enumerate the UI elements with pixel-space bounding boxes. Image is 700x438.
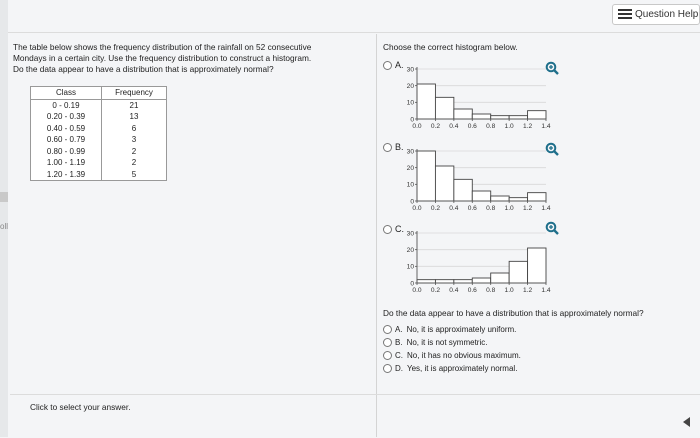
table-row <box>31 111 167 123</box>
frequency-table <box>30 86 167 181</box>
histogram-bar <box>509 261 527 283</box>
option-letter: A. <box>395 325 403 334</box>
x-tick-label: 0.0 <box>412 205 422 212</box>
radio-circle[interactable] <box>383 325 392 334</box>
question-prompt <box>13 42 373 75</box>
answer-option-c[interactable] <box>383 351 521 360</box>
histogram-prompt: Choose the correct histogram below. <box>383 42 518 52</box>
magnify-icon[interactable] <box>545 61 559 75</box>
radio-circle[interactable] <box>383 143 392 152</box>
y-tick-label: 10 <box>406 181 414 189</box>
cell-frequency: 5 <box>102 169 167 181</box>
x-tick-label: 0.2 <box>430 123 441 130</box>
magnify-icon[interactable] <box>545 221 559 235</box>
left-edge-strip <box>0 0 8 437</box>
histogram-bar <box>528 248 546 283</box>
x-tick-label: 0.6 <box>467 287 477 294</box>
cell-frequency: 2 <box>102 157 167 169</box>
histogram-a <box>396 63 556 139</box>
cell-class: 0 - 0.19 <box>52 100 80 110</box>
header-divider <box>8 32 700 33</box>
histogram-bar <box>454 179 472 201</box>
option-letter: C. <box>395 351 403 360</box>
cell-frequency: 21 <box>102 99 167 111</box>
radio-circle[interactable] <box>383 61 392 70</box>
x-tick-label: 0.4 <box>449 287 459 294</box>
option-letter: D. <box>395 364 403 373</box>
histogram-b <box>396 145 556 221</box>
histogram-bar <box>435 97 453 119</box>
answer-option-a[interactable] <box>383 325 516 334</box>
y-tick-label: 0 <box>410 116 414 124</box>
question-help-button[interactable] <box>612 4 700 25</box>
prompt-line: The table below shows the frequency distribution of the rainfall on 52 consecutive <box>13 42 312 52</box>
list-icon <box>618 9 632 20</box>
x-tick-label: 0.0 <box>412 123 422 130</box>
table-row <box>31 123 167 135</box>
y-tick-label: 0 <box>410 198 414 206</box>
histogram-bar <box>491 273 509 283</box>
x-tick-label: 1.2 <box>522 123 533 130</box>
y-tick-label: 30 <box>406 230 414 238</box>
histogram-bar <box>417 280 435 283</box>
prompt-line: Mondays in a certain city. Use the frequency distribution to construct a histogram. <box>13 53 312 63</box>
option-letter: B. <box>395 142 404 152</box>
option-text: No, it has no obvious maximum. <box>407 351 521 360</box>
x-tick-label: 0.8 <box>486 123 496 130</box>
x-tick-label: 1.4 <box>541 205 551 212</box>
answer-option-d[interactable] <box>383 364 517 373</box>
option-letter: C. <box>395 224 404 234</box>
histogram-bar <box>472 278 490 283</box>
radio-circle[interactable] <box>383 364 392 373</box>
table-row <box>31 99 167 111</box>
cell-frequency: 3 <box>102 134 167 146</box>
left-edge-mark <box>0 192 8 202</box>
footer-area <box>10 394 700 438</box>
radio-circle[interactable] <box>383 351 392 360</box>
option-text: Yes, it is approximately normal. <box>407 364 518 373</box>
table-row <box>31 169 167 181</box>
x-tick-label: 1.4 <box>541 123 551 130</box>
table-row <box>31 146 167 158</box>
pane-divider <box>376 34 377 437</box>
histogram-c <box>396 227 556 303</box>
x-tick-label: 1.2 <box>522 287 533 294</box>
histogram-bar <box>528 193 546 201</box>
histogram-bar <box>417 151 435 201</box>
cell-class: 0.20 - 0.39 <box>46 112 86 122</box>
prompt-line: Do the data appear to have a distribution that is approximately normal? <box>13 64 274 74</box>
table-header-row <box>31 87 167 100</box>
x-tick-label: 1.2 <box>522 205 533 212</box>
histogram-bar <box>454 280 472 283</box>
side-text-fragment: oll <box>0 222 9 231</box>
answer-option-b[interactable] <box>383 338 487 347</box>
y-tick-label: 30 <box>406 66 414 74</box>
radio-circle[interactable] <box>383 225 392 234</box>
histogram-bar <box>509 198 527 201</box>
x-tick-label: 1.0 <box>504 287 514 294</box>
x-tick-label: 0.4 <box>449 205 459 212</box>
question-help-label: Question Help <box>635 9 699 20</box>
x-tick-label: 1.0 <box>504 205 514 212</box>
x-tick-label: 0.0 <box>412 287 422 294</box>
histogram-bar <box>435 280 453 283</box>
x-tick-label: 0.8 <box>486 205 496 212</box>
header-frequency: Frequency <box>102 87 167 100</box>
option-text: No, it is not symmetric. <box>406 338 488 347</box>
x-tick-label: 1.4 <box>541 287 551 294</box>
option-text: No, it is approximately uniform. <box>406 325 517 334</box>
cell-frequency: 13 <box>102 111 167 123</box>
cell-class: 1.00 - 1.19 <box>46 158 86 168</box>
y-tick-label: 20 <box>406 246 414 254</box>
x-tick-label: 0.6 <box>467 205 477 212</box>
radio-circle[interactable] <box>383 338 392 347</box>
header-class: Class <box>31 87 102 100</box>
x-tick-label: 0.8 <box>486 287 496 294</box>
histogram-bar <box>472 191 490 201</box>
footer-instruction: Click to select your answer. <box>30 402 131 412</box>
y-tick-label: 0 <box>410 280 414 288</box>
magnify-icon[interactable] <box>545 142 559 156</box>
histogram-bar <box>454 109 472 119</box>
cell-frequency: 2 <box>102 146 167 158</box>
x-tick-label: 0.2 <box>430 287 441 294</box>
x-tick-label: 0.4 <box>449 123 459 130</box>
histogram-bar <box>435 166 453 201</box>
table-row <box>31 134 167 146</box>
cell-class: 0.40 - 0.59 <box>46 123 86 133</box>
histogram-bar <box>509 116 527 119</box>
y-tick-label: 20 <box>406 82 414 90</box>
cell-class: 0.80 - 0.99 <box>46 146 86 156</box>
cell-frequency: 6 <box>102 123 167 135</box>
y-tick-label: 10 <box>406 263 414 271</box>
histogram-bar <box>417 84 435 119</box>
y-tick-label: 30 <box>406 148 414 156</box>
cell-class: 0.60 - 0.79 <box>46 135 86 145</box>
histogram-bar <box>472 114 490 119</box>
histogram-bar <box>491 196 509 201</box>
table-row <box>31 157 167 169</box>
y-tick-label: 20 <box>406 164 414 172</box>
option-letter: A. <box>395 60 404 70</box>
x-tick-label: 0.2 <box>430 205 441 212</box>
normality-question: Do the data appear to have a distribution that is approximately normal? <box>383 308 644 318</box>
y-tick-label: 10 <box>406 99 414 107</box>
option-letter: B. <box>395 338 403 347</box>
x-tick-label: 1.0 <box>504 123 514 130</box>
x-tick-label: 0.6 <box>467 123 477 130</box>
cell-class: 1.20 - 1.39 <box>46 169 86 179</box>
back-arrow-icon[interactable] <box>683 417 690 427</box>
histogram-bar <box>528 111 546 119</box>
histogram-bar <box>491 116 509 119</box>
